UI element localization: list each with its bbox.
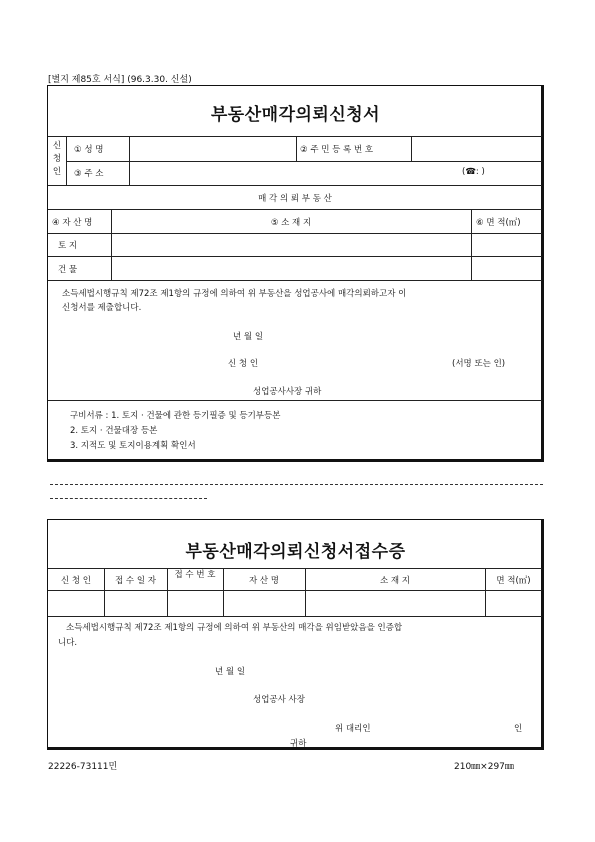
cut-line [50,484,543,485]
receipt-date-line: 년 월 일 [215,667,246,677]
area-field[interactable] [486,591,540,615]
receipt-no-field[interactable] [168,591,222,615]
sign-note: (서명 또는 인) [452,359,506,369]
reg-no-field[interactable] [412,137,540,160]
asset-name-field[interactable] [224,591,304,615]
col-receipt-date: 접 수 일 자 [115,576,156,586]
required-docs-2: 2. 토지 · 건물대장 등본 [70,426,158,436]
date-line: 년 월 일 [233,332,264,342]
col-asset-name: 자 산 명 [248,576,280,586]
location-field[interactable] [306,591,484,615]
statement-line2: 신청서를 제출합니다. [62,303,142,313]
col-location: ⑤ 소 재 지 [270,218,312,228]
form-reference: [별지 제85호 서식] (96.3.30. 신설) [48,75,192,85]
reg-no-label: ② 주 민 등 록 번 호 [300,145,374,155]
applicant-sign-label: 신 청 인 [228,359,259,369]
required-docs-3: 3. 지적도 및 토지이용계획 확인서 [70,441,196,451]
org-label: 성업공사 사장 [253,695,305,705]
col-location: 소 재 지 [379,576,411,586]
agent-label: 위 대리인 [335,724,371,734]
applicant-vertical-label: 신 청 인 [52,141,62,177]
address-label: ③ 주 소 [74,169,104,179]
col-area: 면 적(㎡) [496,576,531,586]
address-field[interactable] [130,162,460,184]
addressee: 성업공사사장 귀하 [253,387,322,397]
receipt-date-field[interactable] [105,591,166,615]
col-asset-name: ④ 자 산 명 [52,218,93,228]
name-label: ① 성 명 [74,145,104,155]
receipt-title: 부동산매각의뢰신청서접수증 [185,542,406,562]
form-title: 부동산매각의뢰신청서 [210,105,381,125]
col-applicant: 신 청 인 [60,576,92,586]
row-building: 건 물 [58,265,78,275]
land-location-field[interactable] [112,234,470,255]
form-code: 22226-73111민 [48,762,118,772]
property-header: 매 각 의 뢰 부 동 산 [258,194,332,204]
receipt-addressee: 귀하 [290,739,307,749]
cut-line-continued [50,498,207,499]
seal-label: 인 [514,724,523,734]
statement-line1: 소득세법시행규칙 제72조 제1항의 규정에 의하여 위 부동산을 성업공사에 매각의뢰하고자 이 [62,289,407,299]
building-area-field[interactable] [472,257,540,279]
phone-label: (☎: ) [462,167,485,177]
col-receipt-no: 접 수 번 호 [174,570,216,580]
applicant-field[interactable] [49,591,103,615]
receipt-statement-line2: 니다. [58,638,78,648]
paper-size: 210㎜×297㎜ [454,762,514,772]
name-field[interactable] [130,137,295,160]
required-docs-1: 구비서류 : 1. 토지 · 건물에 관한 등기필증 및 등기부등본 [70,411,281,421]
receipt-statement-line1: 소득세법시행규칙 제72조 제1항의 규정에 의하여 위 부동산의 매각을 위임받았음을 인증합 [66,623,403,633]
col-area: ⑥ 면 적(㎡) [476,218,521,228]
land-area-field[interactable] [472,234,540,255]
building-location-field[interactable] [112,257,470,279]
row-land: 토 지 [58,241,78,251]
